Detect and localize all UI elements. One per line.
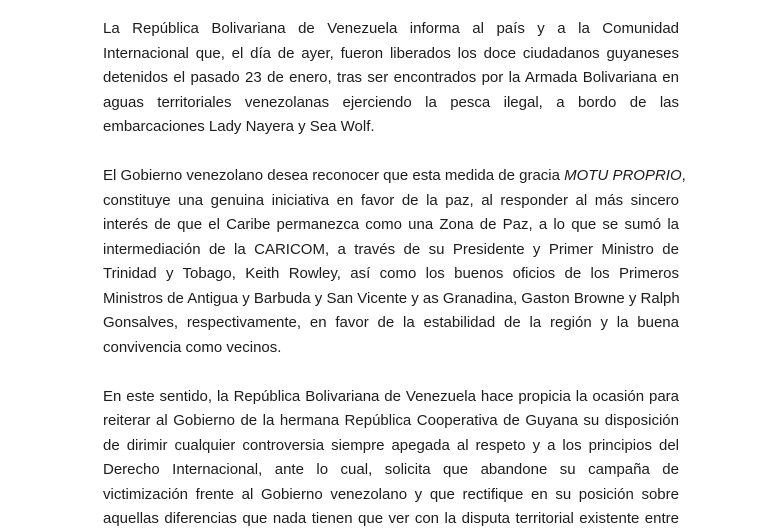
text-line: Trinidad y Tobago, Keith Rowley, así como los buenos oficios de los Primeros <box>103 265 679 282</box>
document-body <box>103 17 686 532</box>
text-line: detenidos el pasado 23 de enero, tras ser encontrados por la Armada Bolivariana en <box>103 69 679 86</box>
text-line: reiterar al Gobierno de la hermana República Cooperativa de Guyana su disposición <box>103 412 679 429</box>
text-line: Derecho Internacional, ante lo cual, solicita que abandone su campaña de <box>103 461 679 478</box>
text-line: embarcaciones Lady Nayera y Sea Wolf. <box>103 118 375 135</box>
text-line: Gonsalves, respectivamente, en favor de la estabilidad de la región y la buena <box>103 314 679 331</box>
text-line: aguas territoriales venezolanas ejerciendo la pesca ilegal, a bordo de las <box>103 93 679 111</box>
text-line: convivencia como vecinos. <box>103 338 282 356</box>
text-line: constituye una genuina iniciativa en favor de la paz, al responder al más sincero <box>103 191 679 209</box>
paragraph-release-announcement <box>103 17 679 140</box>
paragraph-reiteration <box>103 385 679 532</box>
emphasis-motu-proprio: MOTU PROPRIO <box>564 167 682 184</box>
text-line <box>103 164 686 189</box>
text-line: intermediación de la CARICOM, a través de su Presidente y Primer Ministro de <box>103 240 679 258</box>
text-segment: , <box>681 167 686 184</box>
text-line: aquellas diferencias que nada tienen que ver con la disputa territorial existente entre <box>103 510 679 527</box>
text-line: En este sentido, la República Bolivariana de Venezuela hace propicia la ocasión para <box>103 387 679 405</box>
paragraph-gratitude <box>103 164 686 360</box>
text-line: La República Bolivariana de Venezuela informa al país y a la Comunidad <box>103 20 679 37</box>
text-line: Ministros de Antigua y Barbuda y San Vicente y as Granadina, Gaston Browne y Ralph <box>103 289 680 307</box>
text-line: Internacional que, el día de ayer, fueron liberados los doce ciudadanos guyaneses <box>103 44 679 62</box>
text-line: de dirimir cualquier controversia siempre apegada al respeto y a los principios del <box>103 436 679 454</box>
text-line: interés de que el Caribe permanezca como una Zona de Paz, a lo que se sumó la <box>103 216 679 233</box>
text-segment: El Gobierno venezolano desea reconocer que esta medida de gracia <box>103 167 565 184</box>
text-line: victimización frente al Gobierno venezolano y que rectifique en su posición sobre <box>103 485 679 503</box>
